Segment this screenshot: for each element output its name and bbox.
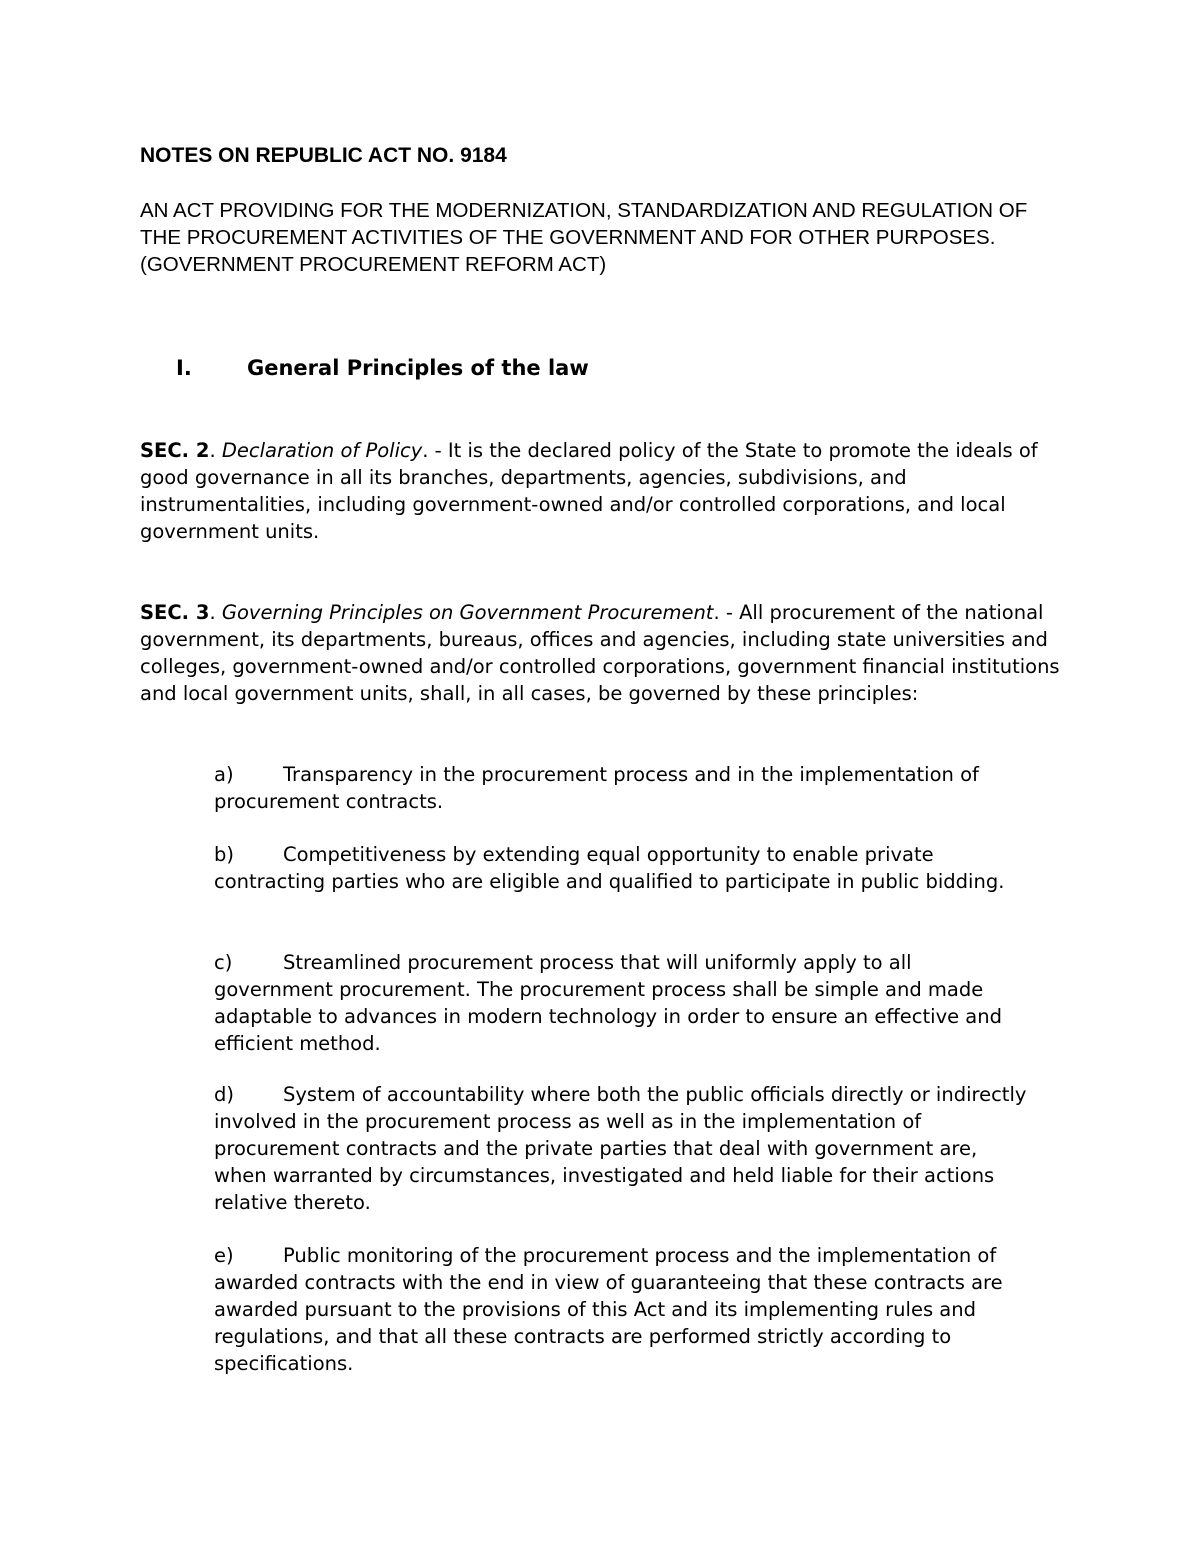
principle-letter: d): [214, 1083, 234, 1106]
principle-text: Competitiveness by extending equal opportunity to enable private contracting parties who are eligible and qualified to participate in public bidding.: [214, 843, 1005, 893]
section-sep: .: [209, 601, 222, 624]
heading-text: General Principles of the law: [247, 356, 589, 380]
principle-letter: e): [214, 1244, 234, 1267]
section-title: Declaration of Policy: [221, 439, 423, 462]
principle-item-e: [214, 1242, 1034, 1377]
section-label: SEC. 3: [140, 601, 210, 624]
section-heading: [176, 356, 589, 380]
section-body: . - All procurement of the national government, its departments, bureaus, offices and agencies, including state universities and colleges, government-owned and/or controlled corporations, government financial institutions and local government units, shall, in all cases, be governed by these principles:: [140, 601, 1060, 705]
principle-text: Streamlined procurement process that will uniformly apply to all government procurement. The procurement process shall be simple and made adaptable to advances in modern technology in order to ensure an effective and efficient method.: [214, 951, 1002, 1055]
principle-item-c: [214, 949, 1034, 1057]
principle-text: Public monitoring of the procurement process and the implementation of awarded contracts with the end in view of guaranteeing that these contracts are awarded pursuant to the provisions of this Act and its implementing rules and regulations, and that all these contracts are performed strictly according to specifications.: [214, 1244, 1003, 1375]
section-3-paragraph: [140, 599, 1070, 707]
section-sep: .: [209, 439, 222, 462]
section-label: SEC. 2: [140, 439, 210, 462]
section-body: . - It is the declared policy of the State to promote the ideals of good governance in all its branches, departments, agencies, subdivisions, and instrumentalities, including government-owned and/or controlled corporations, and local government units.: [140, 439, 1038, 543]
principle-letter: a): [214, 763, 234, 786]
principle-item-d: [214, 1081, 1034, 1216]
principle-letter: b): [214, 843, 234, 866]
principle-item-a: [214, 761, 1034, 815]
heading-number: I.: [176, 356, 192, 380]
section-title: Governing Principles on Government Procurement: [221, 601, 714, 624]
principle-item-b: [214, 841, 1034, 895]
document-title: NOTES ON REPUBLIC ACT NO. 9184: [140, 144, 507, 167]
principle-text: System of accountability where both the public officials directly or indirectly involved in the procurement process as well as in the implementation of procurement contracts and the private parties that deal with government are, when warranted by circumstances, investigated and held liable for their actions relative thereto.: [214, 1083, 1027, 1214]
principle-letter: c): [214, 951, 233, 974]
principle-text: Transparency in the procurement process and in the implementation of procurement contracts.: [214, 763, 979, 813]
document-subtitle: AN ACT PROVIDING FOR THE MODERNIZATION, STANDARDIZATION AND REGULATION OF THE PROCUREMENT ACTIVITIES OF THE GOVERNMENT AND FOR OTHER PURPOSES. (GOVERNMENT PROCUREMENT REFORM ACT): [140, 199, 1028, 276]
section-2-paragraph: [140, 437, 1070, 545]
